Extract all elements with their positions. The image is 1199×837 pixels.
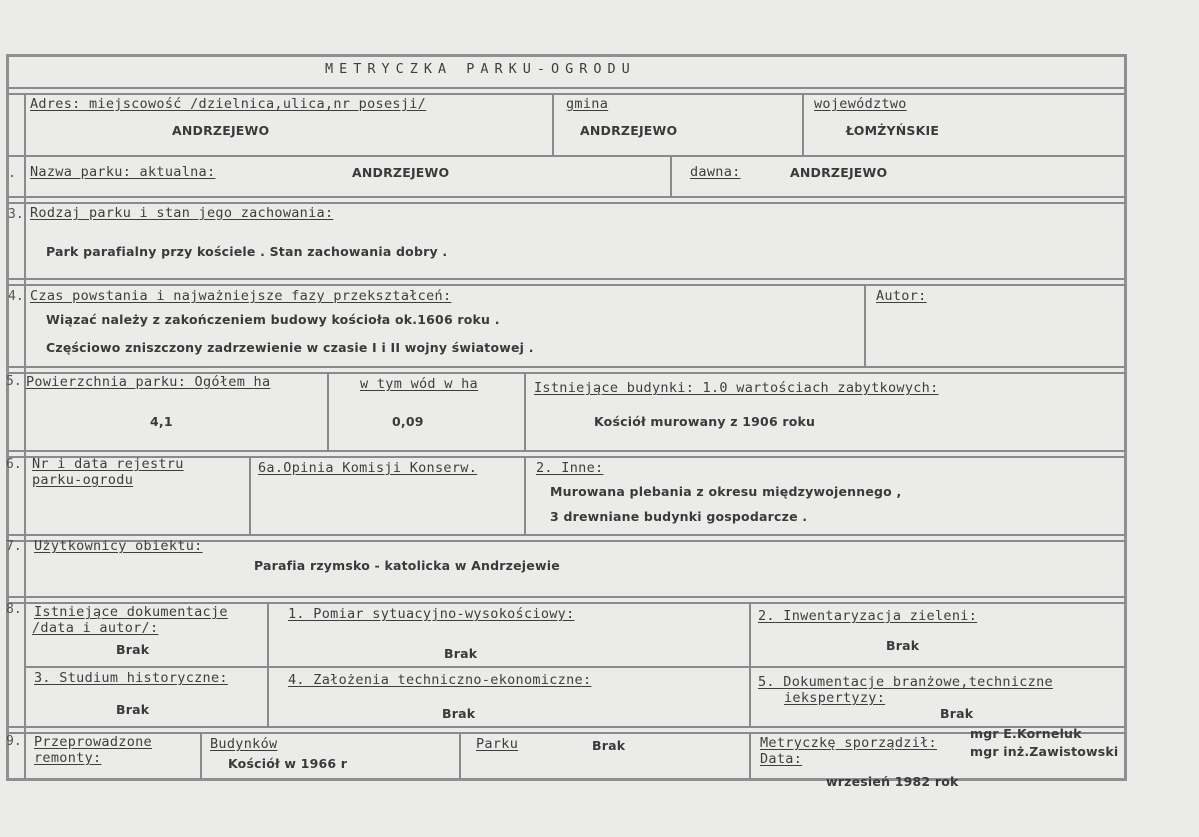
buildings-label: Istniejące budynki: 1.0 wartościach zabytkowych: xyxy=(534,380,939,396)
branch-docs-value: Brak xyxy=(940,706,974,721)
row-number: 5. xyxy=(6,374,22,389)
park-type-label: Rodzaj parku i stan jego zachowania: xyxy=(30,205,334,221)
park-renov-value: Brak xyxy=(592,738,626,753)
other-line-2: 3 drewniane budynki gospodarcze . xyxy=(550,509,808,524)
form-title: METRYCZKA PARKU-OGRODU xyxy=(325,61,636,77)
park-name-label: Nazwa parku: aktualna: xyxy=(30,164,216,180)
prepared-by-label: Metryczkę sporządził: xyxy=(760,735,937,751)
branch-docs-label-1: 5. Dokumentacje branżowe,techniczne xyxy=(758,674,1053,690)
former-name-label: dawna: xyxy=(690,164,741,180)
row-number: 4. xyxy=(8,289,24,304)
survey-label: 1. Pomiar sytuacyjno-wysokościowy: xyxy=(288,606,575,622)
documentation-label-1: Istniejące dokumentacje xyxy=(34,604,228,620)
row-number: 9. xyxy=(6,734,22,749)
voivodeship-label: województwo xyxy=(814,96,907,112)
date-label: Data: xyxy=(760,751,803,767)
history-phases-label: Czas powstania i najważniejsze fazy przekształceń: xyxy=(30,288,452,304)
greenery-value: Brak xyxy=(886,638,920,653)
survey-value: Brak xyxy=(444,646,478,661)
park-renov-label: Parku xyxy=(476,736,519,752)
area-value: 4,1 xyxy=(150,414,173,429)
row-number: 6. xyxy=(6,457,22,472)
register-label-1: Nr i data rejestru xyxy=(32,456,184,472)
water-label: w tym wód w ha xyxy=(360,376,478,392)
buildings-renov-value: Kościół w 1966 r xyxy=(228,756,348,771)
other-label: 2. Inne: xyxy=(536,460,604,476)
park-name-former: ANDRZEJEWO xyxy=(790,165,888,180)
documentation-value: Brak xyxy=(116,642,150,657)
water-value: 0,09 xyxy=(392,414,424,429)
park-type-value: Park parafialny przy kościele . Stan zachowania dobry . xyxy=(46,244,448,259)
row-number: 3. xyxy=(8,207,24,222)
history-line-1: Wiązać należy z zakończeniem budowy kościoła ok.1606 roku . xyxy=(46,312,500,327)
renovations-label-1: Przeprowadzone xyxy=(34,734,152,750)
date-value: wrzesień 1982 rok xyxy=(826,774,959,789)
prepared-by-value-1: mgr E.Korneluk xyxy=(970,726,1082,741)
row-number: . xyxy=(8,166,16,181)
row-number: 7. xyxy=(6,539,22,554)
history-study-value: Brak xyxy=(116,702,150,717)
area-label: Powierzchnia parku: Ogółem ha xyxy=(26,374,271,390)
prepared-by-value-2: mgr inż.Zawistowski xyxy=(970,744,1119,759)
history-line-2: Częściowo zniszczony zadrzewienie w czasie I i II wojny światowej . xyxy=(46,340,534,355)
gmina-value: ANDRZEJEWO xyxy=(580,123,678,138)
row-number: 8. xyxy=(6,602,22,617)
buildings-renov-label: Budynków xyxy=(210,736,278,752)
author-label: Autor: xyxy=(876,288,927,304)
tech-econ-value: Brak xyxy=(442,706,476,721)
other-line-1: Murowana plebania z okresu międzywojennego , xyxy=(550,484,902,499)
voivodeship-value: ŁOMŻYŃSKIE xyxy=(846,123,940,138)
park-name-current: ANDRZEJEWO xyxy=(352,165,450,180)
renovations-label-2: remonty: xyxy=(34,750,102,766)
buildings-value: Kościół murowany z 1906 roku xyxy=(594,414,816,429)
address-value: ANDRZEJEWO xyxy=(172,123,270,138)
history-study-label: 3. Studium historyczne: xyxy=(34,670,228,686)
address-label: Adres: miejscowość /dzielnica,ulica,nr posesji/ xyxy=(30,96,427,112)
register-label-2: parku-ogrodu xyxy=(32,472,134,488)
greenery-label: 2. Inwentaryzacja zieleni: xyxy=(758,608,978,624)
documentation-label-2: /data i autor/: xyxy=(32,620,159,636)
tech-econ-label: 4. Założenia techniczno-ekonomiczne: xyxy=(288,672,592,688)
commission-opinion-label: 6a.Opinia Komisji Konserw. xyxy=(258,460,478,476)
users-label: Użytkownicy obiektu: xyxy=(34,538,203,554)
gmina-label: gmina xyxy=(566,96,609,112)
branch-docs-label-2: iekspertyzy: xyxy=(784,690,886,706)
users-value: Parafia rzymsko - katolicka w Andrzejewie xyxy=(254,558,560,573)
